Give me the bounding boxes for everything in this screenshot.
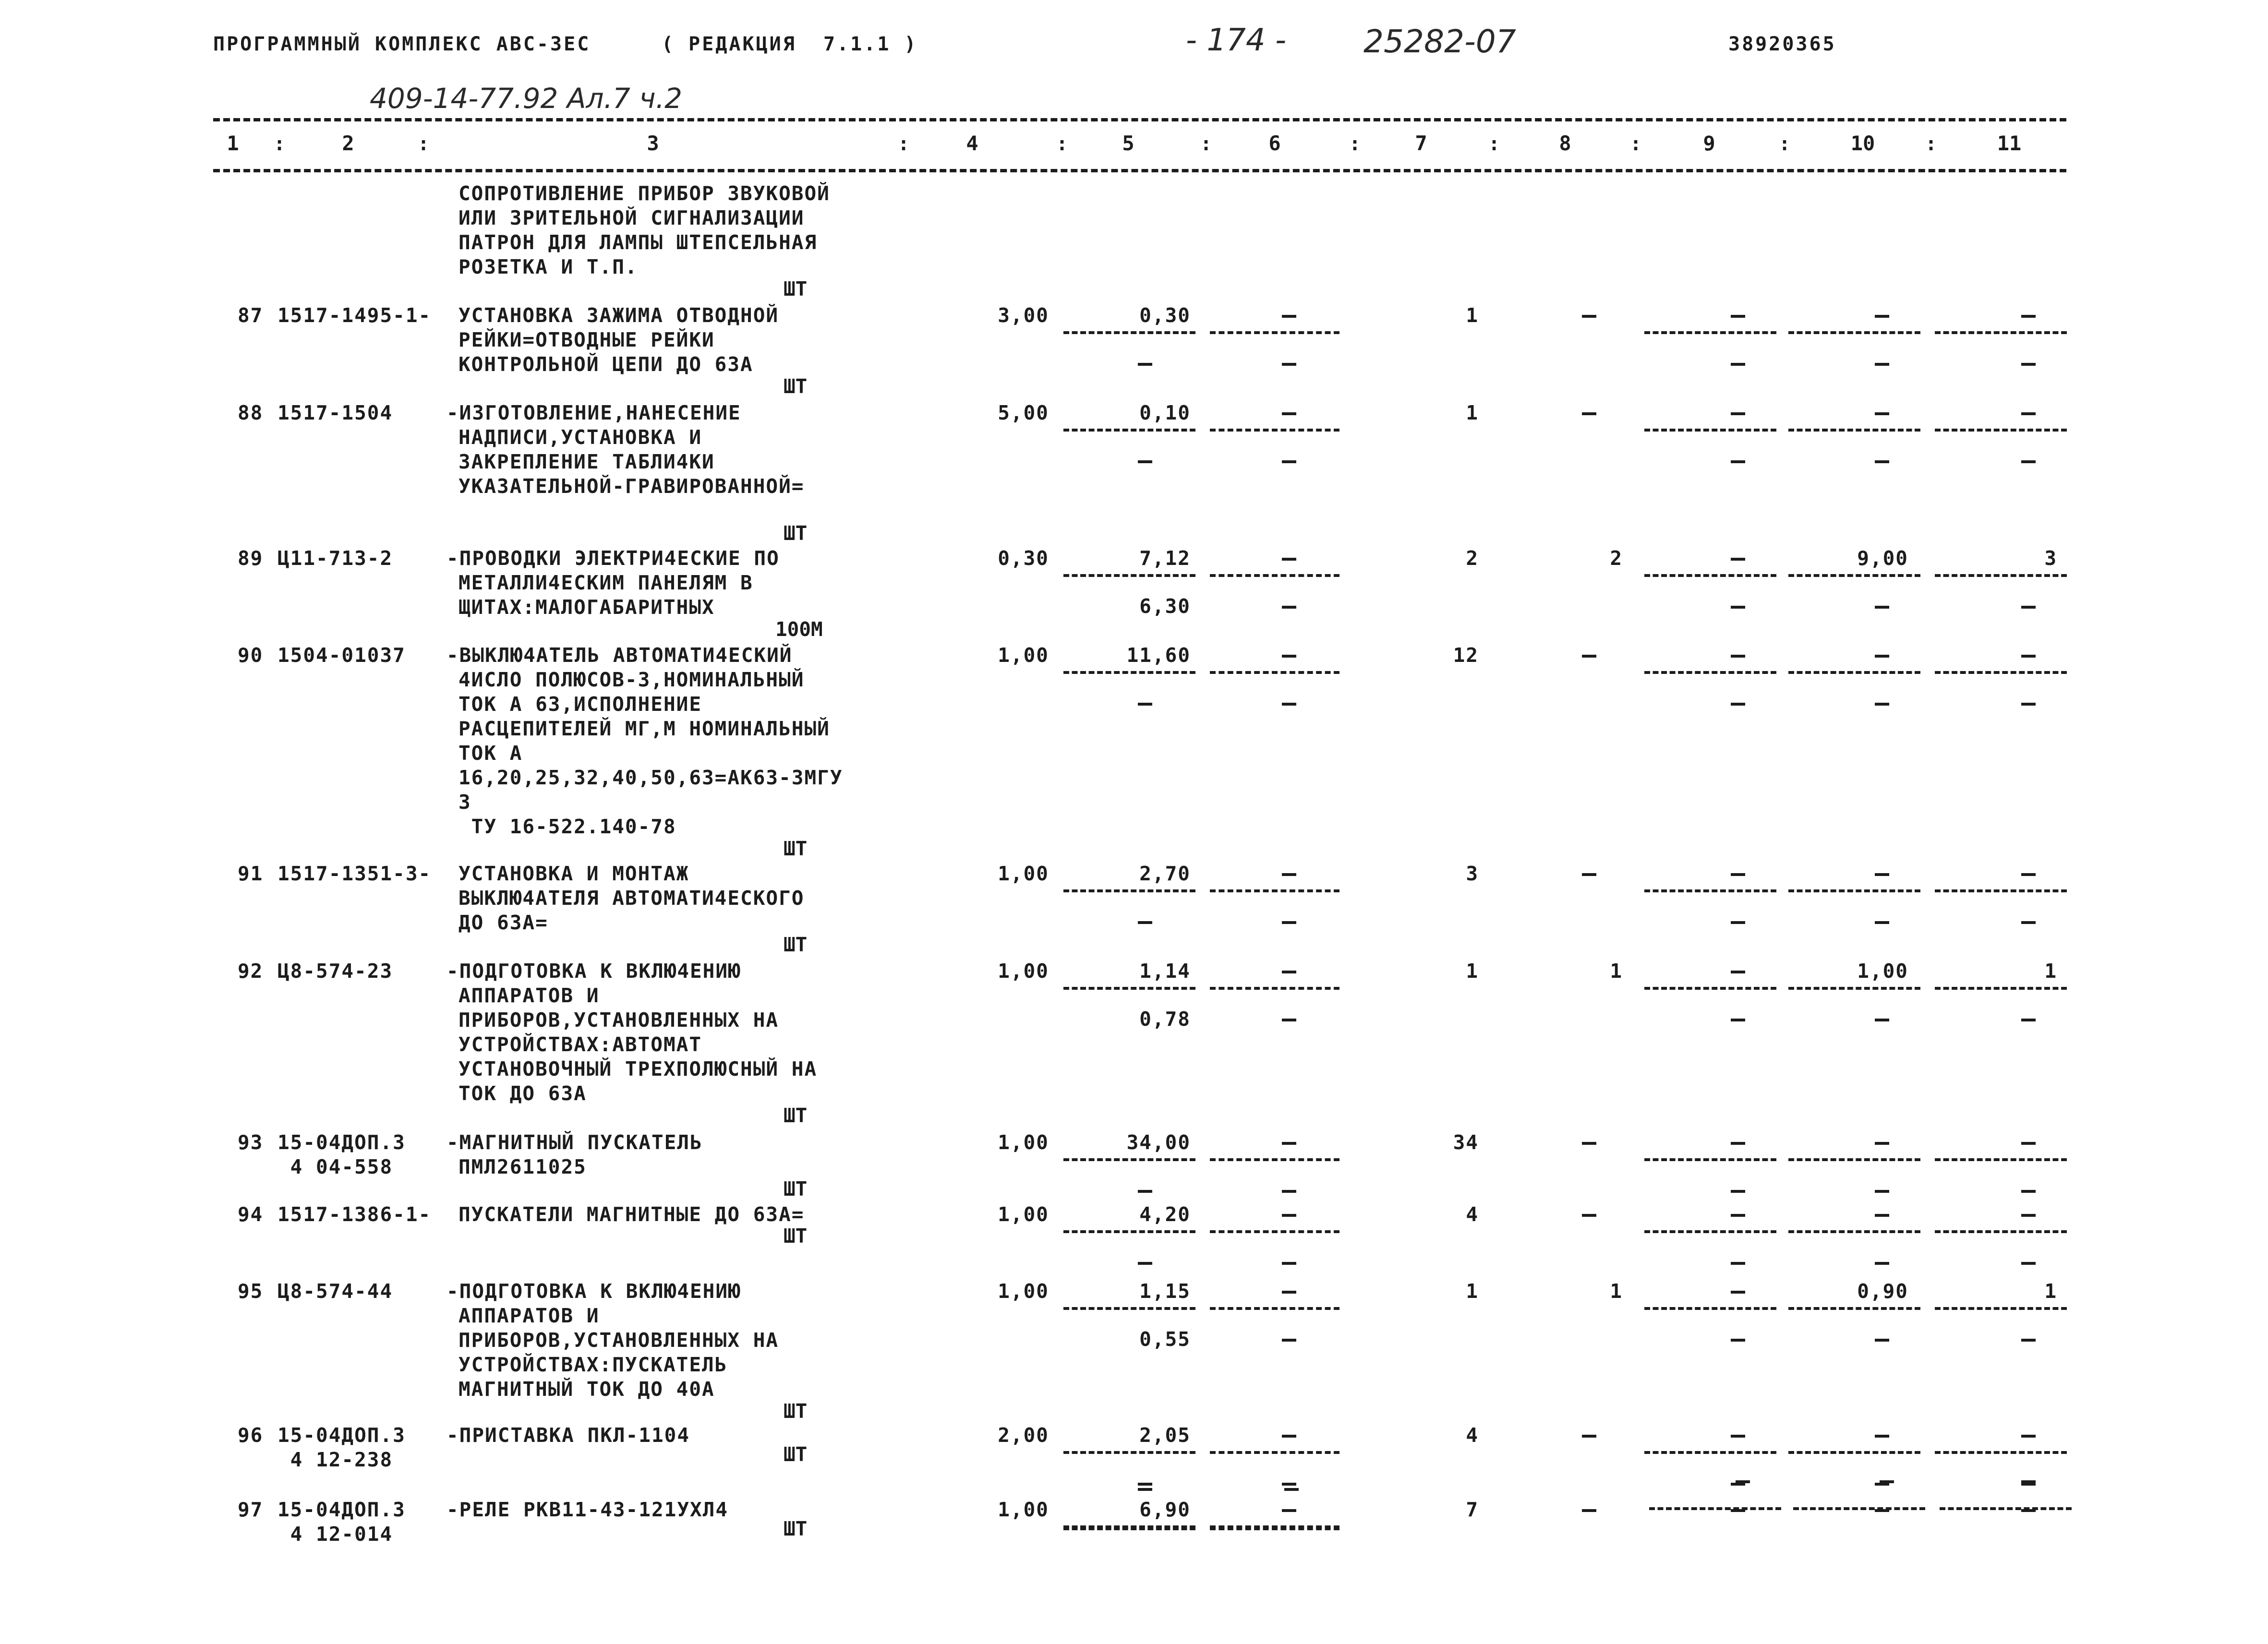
item-description: ДО 63А=: [458, 911, 548, 934]
value-dash-c6: [1282, 1142, 1296, 1145]
item-description: 4ИСЛО ПОЛЮСОВ-3,НОМИНАЛЬНЫЙ: [458, 668, 805, 691]
value-c5: 34,00: [1126, 1131, 1191, 1154]
item-description: ЗАКРЕПЛЕНИЕ ТАБЛИ4КИ: [458, 450, 715, 473]
cell-rule: [1644, 987, 1776, 990]
item-description: УСТРОЙСТВАХ:ПУСКАТЕЛЬ: [458, 1353, 728, 1376]
value-c5: 4,20: [1139, 1203, 1191, 1226]
item-description: 16,20,25,32,40,50,63=АК63-3МГУ: [458, 766, 843, 789]
item-description: ТУ 16-522.140-78: [458, 815, 676, 838]
unit-label: ШТ: [784, 522, 808, 545]
item-description: -ИЗГОТОВЛЕНИЕ,НАНЕСЕНИЕ: [446, 401, 741, 424]
value-c7: 1: [1466, 304, 1479, 327]
cell-rule: [1644, 574, 1776, 577]
value-dash-c8: [1582, 1214, 1596, 1217]
value-dash-c9: [1731, 1291, 1745, 1294]
value-dash-c9b: [1731, 460, 1745, 463]
column-number: 4: [966, 132, 978, 155]
value-c5: 6,90: [1139, 1498, 1191, 1521]
value-dash-c5b: [1138, 1483, 1152, 1486]
value-dash-c6: [1282, 1291, 1296, 1294]
cell-rule: [1788, 574, 1920, 577]
value-dash-c6b: [1282, 460, 1296, 463]
value-dash-c10: [1875, 1142, 1889, 1145]
value-dash-c10b: [1875, 1019, 1889, 1021]
cell-rule: [1210, 1307, 1339, 1310]
value-dash-c6: [1282, 873, 1296, 876]
value-c4: 1,00: [998, 1131, 1049, 1154]
item-description: ПМЛ2611025: [458, 1155, 587, 1178]
cell-rule: [1935, 574, 2067, 577]
cell-rule: [1644, 889, 1776, 892]
value-c7: 4: [1466, 1203, 1479, 1226]
cell-rule: [1788, 1158, 1920, 1161]
value-c4: 1,00: [998, 960, 1049, 983]
item-code: 4 12-014: [277, 1523, 393, 1546]
value-c5b: 0,78: [1139, 1008, 1191, 1031]
value-dash-c11b: [2021, 606, 2036, 609]
cell-rule: [1788, 889, 1920, 892]
value-dash-c6b: [1282, 1339, 1296, 1342]
cell-rule: [1788, 1307, 1920, 1310]
value-dash-c5b: [1138, 703, 1152, 706]
column-number: 10: [1850, 132, 1875, 155]
value-c8: 1: [1610, 960, 1623, 983]
value-dash-c9b: [1731, 363, 1745, 366]
column-separator: :: [1779, 133, 1791, 155]
value-c5: 7,12: [1139, 547, 1191, 570]
cell-rule: [1063, 1527, 1195, 1530]
value-dash-c8: [1582, 1509, 1596, 1512]
unit-label: ШТ: [784, 1443, 808, 1466]
value-dash-c8: [1582, 873, 1596, 876]
value-dash-c9: [1731, 873, 1745, 876]
row-number: 95: [238, 1280, 264, 1303]
column-separator: :: [274, 133, 286, 155]
cell-rule: [1649, 1507, 1781, 1510]
value-c7: 4: [1466, 1424, 1479, 1447]
cell-rule: [1644, 1307, 1776, 1310]
item-description: МАГНИТНЫЙ ТОК ДО 40А: [458, 1378, 715, 1401]
value-dash-c9: [1731, 1214, 1745, 1217]
item-description: ПРИБОРОВ,УСТАНОВЛЕННЫХ НА: [458, 1329, 779, 1352]
value-c7: 3: [1466, 862, 1479, 885]
value-c10: 9,00: [1857, 547, 1908, 570]
value-dash-c9b: [1731, 703, 1745, 706]
cell-rule: [1210, 1527, 1339, 1530]
value-c5: 1,15: [1139, 1280, 1191, 1303]
value-dash-c10: [1875, 315, 1889, 318]
cell-rule: [1644, 331, 1776, 334]
cell-rule: [1063, 1230, 1195, 1233]
cell-rule: [1210, 429, 1339, 432]
cell-rule: [1935, 331, 2067, 334]
value-dash-c11b: [2021, 1339, 2036, 1342]
value-dash-c5b: [1138, 363, 1152, 366]
item-description: АППАРАТОВ И: [458, 984, 600, 1007]
item-description: ПРИБОРОВ,УСТАНОВЛЕННЫХ НА: [458, 1008, 779, 1032]
item-description: -ПОДГОТОВКА К ВКЛЮ4ЕНИЮ: [446, 1280, 741, 1303]
value-dash-top: [2021, 1480, 2036, 1483]
unit-label: ШТ: [784, 1517, 808, 1540]
cell-rule: [1063, 671, 1195, 674]
cell-rule: [1210, 574, 1339, 577]
value-dash-c11b: [2021, 1190, 2036, 1193]
item-description: ТОК ДО 63А: [458, 1082, 587, 1105]
value-c10: 1,00: [1857, 960, 1908, 983]
cell-rule: [1210, 1158, 1339, 1161]
value-dash-c8: [1582, 1435, 1596, 1438]
item-description: -ВЫКЛЮ4АТЕЛЬ АВТОМАТИ4ЕСКИЙ: [446, 644, 793, 667]
column-separator: :: [1925, 133, 1937, 155]
item-description: -ПРИСТАВКА ПКЛ-1104: [446, 1424, 690, 1447]
value-dash-c9: [1731, 655, 1745, 658]
value-c11: 3: [2044, 547, 2057, 570]
value-dash-c10b: [1875, 363, 1889, 366]
value-dash-c5b: [1138, 460, 1152, 463]
cell-rule: [1940, 1507, 2072, 1510]
item-description: АППАРАТОВ И: [458, 1304, 600, 1327]
value-dash-c10b: [1875, 1190, 1889, 1193]
value-dash-top: [1736, 1480, 1750, 1483]
value-dash-c11: [2021, 315, 2036, 318]
value-c4: 2,00: [998, 1424, 1049, 1447]
unit-label: ШТ: [784, 1104, 808, 1127]
item-description: УСТРОЙСТВАХ:АВТОМАТ: [458, 1033, 702, 1056]
value-dash-c8: [1582, 412, 1596, 415]
value-dash-c9: [1731, 1142, 1745, 1145]
value-c5: 0,30: [1139, 304, 1191, 327]
value-dash-c9b: [1731, 1190, 1745, 1193]
value-c4: 5,00: [998, 401, 1049, 424]
unit-label: 100М: [775, 618, 823, 641]
value-dash-c10b: [1875, 460, 1889, 463]
value-dash-c11b: [2021, 921, 2036, 924]
unit-label: ШТ: [784, 837, 808, 860]
column-number: 2: [342, 132, 354, 155]
column-number: 1: [227, 132, 239, 155]
value-dash-c11b: [2021, 1262, 2036, 1265]
value-dash-c6b: [1282, 1019, 1296, 1021]
item-description: ЩИТАХ:МАЛОГАБАРИТНЫХ: [458, 596, 715, 619]
value-dash-c10: [1875, 1214, 1889, 1217]
item-description: УСТАНОВКА ЗАЖИМА ОТВОДНОЙ: [458, 304, 779, 327]
item-description: -РЕЛЕ РКВ11-43-121УХЛ4: [446, 1498, 729, 1521]
unit-label: ШТ: [784, 1224, 808, 1248]
cell-rule: [1788, 1451, 1920, 1454]
program-title: ПРОГРАММНЫЙ КОМПЛЕКС АВС-3ЕС: [213, 33, 591, 55]
value-c7: 7: [1466, 1498, 1479, 1521]
row-number: 87: [238, 304, 264, 327]
header-top-rule: [213, 118, 2066, 121]
column-number: 8: [1559, 132, 1571, 155]
value-c8: 2: [1610, 547, 1623, 570]
value-c5b: 6,30: [1139, 595, 1191, 618]
item-description: РЕЙКИ=ОТВОДНЫЕ РЕЙКИ: [458, 328, 715, 351]
value-c5: 2,05: [1139, 1424, 1191, 1447]
value-c7: 34: [1453, 1131, 1479, 1154]
cell-rule: [1063, 429, 1195, 432]
item-description: ПУСКАТЕЛИ МАГНИТНЫЕ ДО 63А=: [458, 1203, 805, 1226]
unit-label: ШТ: [784, 1177, 808, 1200]
item-description: ТОК А: [458, 742, 523, 765]
value-c4: 1,00: [998, 1498, 1049, 1521]
value-dash-c10: [1875, 1435, 1889, 1438]
value-c11: 1: [2044, 1280, 2057, 1303]
cell-rule: [1935, 1230, 2067, 1233]
item-description: МЕТАЛЛИ4ЕСКИМ ПАНЕЛЯМ В: [458, 571, 753, 594]
value-dash-c6b: [1282, 1483, 1296, 1486]
value-dash-top: [1284, 1488, 1299, 1491]
item-code: 1517-1495-1-: [277, 304, 432, 327]
value-c7: 2: [1466, 547, 1479, 570]
value-c7: 1: [1466, 960, 1479, 983]
row-number: 96: [238, 1424, 264, 1447]
item-description: УКАЗАТЕЛЬНОЙ-ГРАВИРОВАННОЙ=: [458, 475, 805, 498]
item-description: КОНТРОЛЬНОЙ ЦЕПИ ДО 63А: [458, 353, 753, 376]
header-bottom-rule: [213, 169, 2066, 172]
item-code: 1517-1351-3-: [277, 862, 432, 885]
column-separator: :: [1056, 133, 1068, 155]
column-separator: :: [1200, 133, 1212, 155]
value-dash-c5b: [1138, 921, 1152, 924]
cell-rule: [1793, 1507, 1925, 1510]
cell-rule: [1210, 1230, 1339, 1233]
value-dash-c11: [2021, 873, 2036, 876]
item-description: РАСЦЕПИТЕЛЕЙ МГ,М НОМИНАЛЬНЫЙ: [458, 717, 830, 740]
value-dash-c9: [1731, 412, 1745, 415]
value-dash-c11b: [2021, 460, 2036, 463]
value-dash-c10b: [1875, 606, 1889, 609]
cell-rule: [1210, 331, 1339, 334]
value-dash-c11b: [2021, 703, 2036, 706]
item-description: 3: [458, 791, 471, 814]
value-dash-c8: [1582, 315, 1596, 318]
row-number: 92: [238, 960, 264, 983]
cell-rule: [1644, 1451, 1776, 1454]
value-dash-top: [1880, 1480, 1894, 1483]
cell-rule: [1063, 1307, 1195, 1310]
value-c5: 1,14: [1139, 960, 1191, 983]
cell-rule: [1935, 671, 2067, 674]
value-dash-c6: [1282, 1509, 1296, 1512]
item-code: 4 12-238: [277, 1448, 393, 1471]
cell-rule: [1935, 1158, 2067, 1161]
column-number: 9: [1703, 132, 1715, 155]
value-c4: 1,00: [998, 644, 1049, 667]
unit-label: ШТ: [784, 933, 808, 956]
cell-rule: [1788, 1230, 1920, 1233]
cell-rule: [1063, 1158, 1195, 1161]
item-code: Ц8-574-23: [277, 960, 393, 983]
unit-label: ШТ: [784, 277, 808, 300]
cell-rule: [1644, 1230, 1776, 1233]
value-dash-c11: [2021, 1214, 2036, 1217]
value-c4: 0,30: [998, 547, 1049, 570]
value-dash-c11b: [2021, 1019, 2036, 1021]
value-c4: 1,00: [998, 862, 1049, 885]
cell-rule: [1210, 987, 1339, 990]
value-c7: 12: [1453, 644, 1479, 667]
value-dash-c11: [2021, 1142, 2036, 1145]
item-description: ВЫКЛЮ4АТЕЛЯ АВТОМАТИ4ЕСКОГО: [458, 887, 805, 910]
column-number: 3: [647, 132, 659, 155]
column-number: 11: [1997, 132, 2022, 155]
value-c5: 0,10: [1139, 401, 1191, 424]
column-number: 6: [1268, 132, 1281, 155]
item-code: Ц8-574-44: [277, 1280, 393, 1303]
value-dash-c9: [1731, 558, 1745, 561]
value-dash-c6: [1282, 971, 1296, 973]
column-number: 5: [1122, 132, 1134, 155]
value-dash-c6: [1282, 1435, 1296, 1438]
item-code: 1504-01037: [277, 644, 406, 667]
column-separator: :: [1630, 133, 1642, 155]
item-code: 4 04-558: [277, 1155, 393, 1178]
cell-rule: [1063, 331, 1195, 334]
value-c7: 1: [1466, 401, 1479, 424]
value-dash-c6: [1282, 1214, 1296, 1217]
item-code: 15-04ДОП.3: [277, 1498, 406, 1521]
document-code: 25282-07: [1363, 23, 1516, 60]
value-dash-c11: [2021, 655, 2036, 658]
value-dash-c9b: [1731, 606, 1745, 609]
cell-rule: [1935, 1307, 2067, 1310]
item-code: 15-04ДОП.3: [277, 1424, 406, 1447]
unit-label: ШТ: [784, 375, 808, 398]
value-dash-c9: [1731, 1435, 1745, 1438]
column-separator: :: [1349, 133, 1361, 155]
cell-rule: [1063, 1451, 1195, 1454]
value-dash-c6: [1282, 315, 1296, 318]
item-description: РОЗЕТКА И Т.П.: [458, 255, 638, 278]
cell-rule: [1788, 987, 1920, 990]
item-code: 15-04ДОП.3: [277, 1131, 406, 1154]
value-dash-c9b: [1731, 921, 1745, 924]
row-number: 88: [238, 401, 264, 424]
row-number: 94: [238, 1203, 264, 1226]
cell-rule: [1644, 671, 1776, 674]
edition-label: ( РЕДАКЦИЯ 7.1.1 ): [662, 33, 918, 55]
value-dash-c5b: [1138, 1190, 1152, 1193]
value-dash-c6: [1282, 655, 1296, 658]
value-c7: 1: [1466, 1280, 1479, 1303]
cell-rule: [1644, 1158, 1776, 1161]
value-dash-c6b: [1282, 703, 1296, 706]
value-dash-c10: [1875, 873, 1889, 876]
item-code: 1517-1386-1-: [277, 1203, 432, 1226]
value-dash-c11: [2021, 412, 2036, 415]
column-separator: :: [1488, 133, 1500, 155]
row-number: 97: [238, 1498, 264, 1521]
item-description: ПАТРОН ДЛЯ ЛАМПЫ ШТЕПСЕЛЬНАЯ: [458, 231, 818, 254]
value-c4: 1,00: [998, 1203, 1049, 1226]
item-description: ИЛИ ЗРИТЕЛЬНОЙ СИГНАЛИЗАЦИИ: [458, 206, 805, 229]
column-separator: :: [418, 133, 430, 155]
value-dash-c9: [1731, 315, 1745, 318]
value-dash-c9b: [1731, 1019, 1745, 1021]
column-separator: :: [898, 133, 910, 155]
item-description: -МАГНИТНЫЙ ПУСКАТЕЛЬ: [446, 1131, 703, 1154]
cell-rule: [1788, 429, 1920, 432]
value-dash-c8: [1582, 655, 1596, 658]
item-code: 1517-1504: [277, 401, 393, 424]
value-dash-c5b: [1138, 1262, 1152, 1265]
value-c5: 11,60: [1126, 644, 1191, 667]
item-description: -ПРОВОДКИ ЭЛЕКТРИ4ЕСКИЕ ПО: [446, 547, 780, 570]
value-dash-c10b: [1875, 703, 1889, 706]
cell-rule: [1788, 331, 1920, 334]
value-dash-c6b: [1282, 363, 1296, 366]
value-dash-top: [1138, 1488, 1152, 1491]
cell-rule: [1063, 987, 1195, 990]
cell-rule: [1210, 889, 1339, 892]
cell-rule: [1935, 987, 2067, 990]
cell-rule: [1644, 429, 1776, 432]
column-number: 7: [1415, 132, 1427, 155]
cell-rule: [1935, 889, 2067, 892]
item-description: УСТАНОВКА И МОНТАЖ: [458, 862, 689, 885]
value-dash-c9b: [1731, 1339, 1745, 1342]
item-code: Ц11-713-2: [277, 547, 393, 570]
value-dash-c9: [1731, 971, 1745, 973]
value-dash-c6b: [1282, 606, 1296, 609]
value-dash-c10: [1875, 655, 1889, 658]
value-dash-c6b: [1282, 1190, 1296, 1193]
value-dash-c6b: [1282, 921, 1296, 924]
item-description: СОПРОТИВЛЕНИЕ ПРИБОР ЗВУКОВОЙ: [458, 182, 830, 205]
value-dash-c6b: [1282, 1262, 1296, 1265]
value-dash-c11b: [2021, 363, 2036, 366]
value-dash-c9b: [1731, 1262, 1745, 1265]
value-dash-c10b: [1875, 1339, 1889, 1342]
value-c5: 2,70: [1139, 862, 1191, 885]
unit-label: ШТ: [784, 1400, 808, 1423]
value-dash-c6: [1282, 558, 1296, 561]
value-dash-c8: [1582, 1142, 1596, 1145]
cell-rule: [1210, 671, 1339, 674]
handwritten-reference: 409-14-77.92 Ал.7 ч.2: [370, 82, 682, 115]
value-c8: 1: [1610, 1280, 1623, 1303]
value-dash-c10b: [1875, 921, 1889, 924]
item-description: НАДПИСИ,УСТАНОВКА И: [458, 426, 702, 449]
value-dash-c10b: [1875, 1262, 1889, 1265]
row-number: 91: [238, 862, 264, 885]
cell-rule: [1935, 1451, 2067, 1454]
cell-rule: [1063, 889, 1195, 892]
page-number: - 174 -: [1186, 23, 1287, 58]
cell-rule: [1788, 671, 1920, 674]
cell-rule: [1935, 429, 2067, 432]
value-c5b: 0,55: [1139, 1328, 1191, 1351]
value-c11: 1: [2044, 960, 2057, 983]
cell-rule: [1210, 1451, 1339, 1454]
item-description: ТОК А 63,ИСПОЛНЕНИЕ: [458, 693, 702, 716]
value-dash-c6: [1282, 412, 1296, 415]
value-c4: 3,00: [998, 304, 1049, 327]
item-description: -ПОДГОТОВКА К ВКЛЮ4ЕНИЮ: [446, 960, 741, 983]
row-number: 90: [238, 644, 264, 667]
value-c10: 0,90: [1857, 1280, 1908, 1303]
value-dash-c11: [2021, 1435, 2036, 1438]
value-c4: 1,00: [998, 1280, 1049, 1303]
serial-number: 38920365: [1728, 33, 1836, 55]
row-number: 89: [238, 547, 264, 570]
item-description: УСТАНОВОЧНЫЙ ТРЕХПОЛЮСНЫЙ НА: [458, 1057, 818, 1080]
value-dash-c10: [1875, 412, 1889, 415]
cell-rule: [1063, 574, 1195, 577]
row-number: 93: [238, 1131, 264, 1154]
